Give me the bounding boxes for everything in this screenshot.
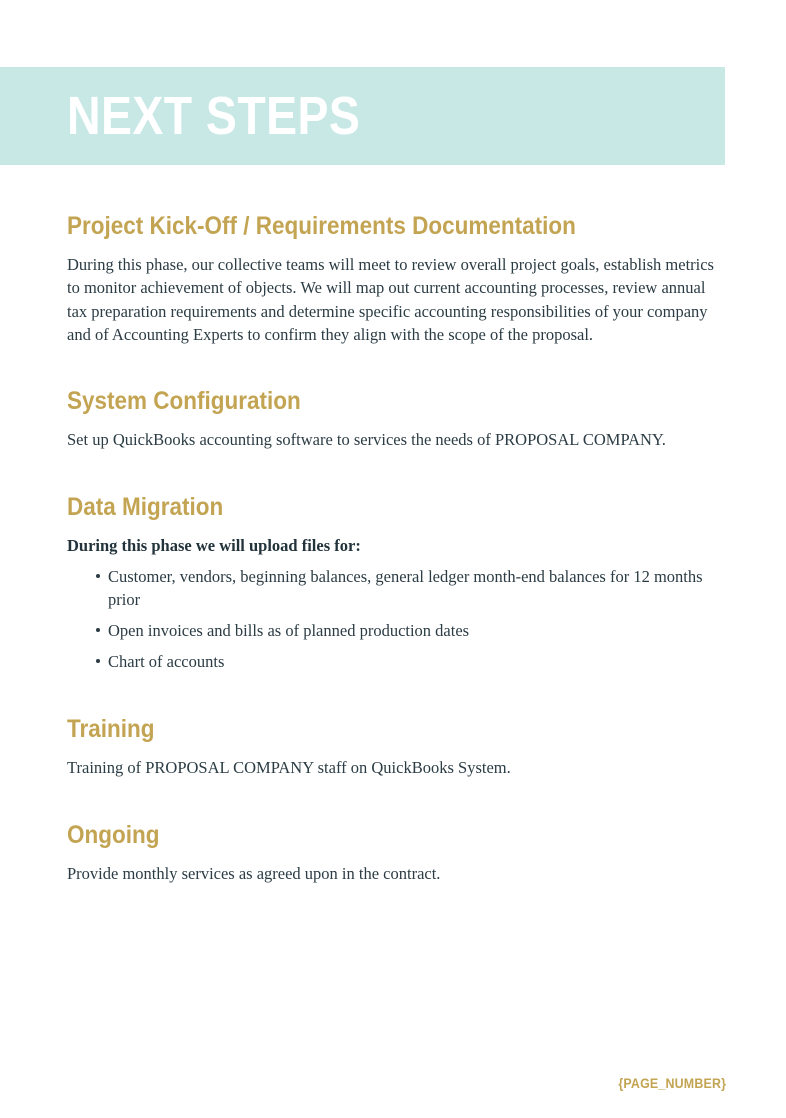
list-item-label: Open invoices and bills as of planned production dates (108, 620, 470, 640)
section-lead-data-migration: During this phase we will upload files for: (67, 536, 361, 556)
section-heading-training-text: Training (67, 714, 155, 743)
section-ongoing (67, 821, 715, 885)
section-heading-system-configuration (67, 387, 715, 415)
page-number-footer (609, 1076, 726, 1091)
section-data-migration (67, 493, 715, 673)
section-heading-system-configuration-text: System Configuration (67, 386, 301, 415)
page-title (67, 86, 408, 146)
bullet-point-icon (96, 574, 100, 578)
section-paragraph-project-kick-off: During this phase, our collective teams will meet to review overall project goals, establish metrics to monitor achievement of objects. We will map out current accounting processes, review annual tax preparation requirements and determine specific accounting responsibilities of your company and of Accounting Experts to confirm they align with the scope of the proposal. (67, 255, 714, 345)
bullet-point-icon (96, 659, 100, 663)
list-item-label: Chart of accounts (108, 651, 225, 671)
section-heading-project-kick-off-text: Project Kick-Off / Requirements Documentation (67, 212, 576, 240)
data-migration-bullet-list (67, 565, 715, 673)
page-number-text: {PAGE_NUMBER} (618, 1076, 726, 1091)
list-item-label: Customer, vendors, beginning balances, general ledger month-end balances for 12 months prior (108, 566, 703, 609)
section-paragraph-training: Training of PROPOSAL COMPANY staff on QuickBooks System. (67, 757, 511, 777)
list-item (67, 565, 715, 611)
section-system-configuration (67, 387, 715, 451)
section-heading-project-kick-off (67, 212, 715, 240)
page-title-text: NEXT STEPS (67, 86, 361, 146)
section-heading-data-migration (67, 493, 715, 521)
section-paragraph-ongoing: Provide monthly services as agreed upon in the contract. (67, 864, 441, 884)
bullet-point-icon (96, 628, 100, 632)
section-heading-data-migration-text: Data Migration (67, 493, 224, 522)
section-project-kick-off (67, 212, 715, 347)
page-header-banner (0, 67, 725, 165)
section-heading-ongoing-text: Ongoing (67, 821, 160, 850)
section-heading-training (67, 715, 715, 743)
document-content (67, 212, 715, 886)
list-item (67, 619, 715, 642)
section-training (67, 715, 715, 779)
list-item (67, 650, 715, 673)
section-paragraph-system-configuration: Set up QuickBooks accounting software to services the needs of PROPOSAL COMPANY. (67, 429, 666, 449)
section-heading-ongoing (67, 821, 715, 849)
